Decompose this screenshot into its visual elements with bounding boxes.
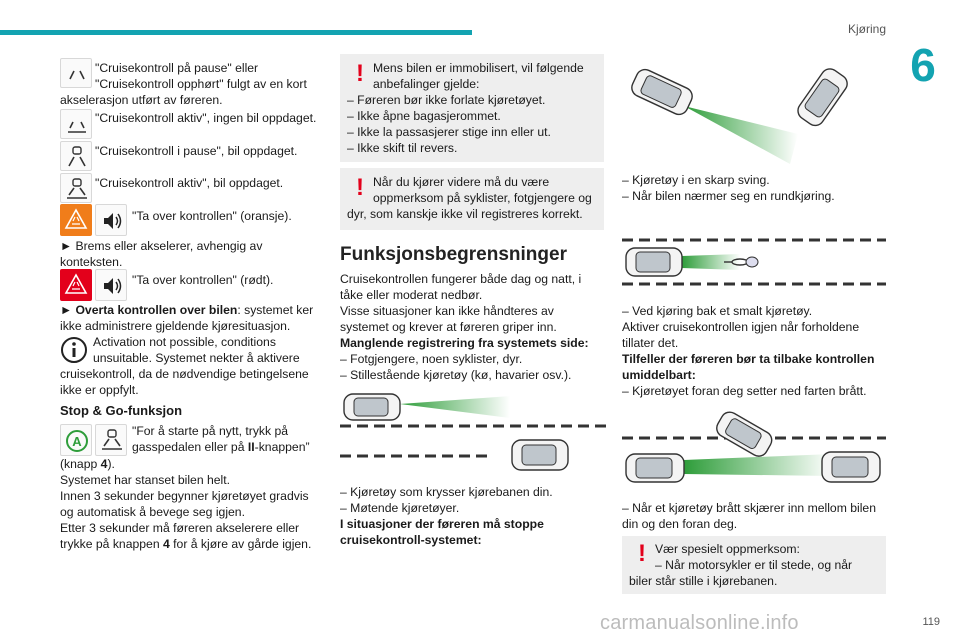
item4-text: "Cruisekontroll aktiv", bil oppdaget. xyxy=(95,176,284,190)
brake-text-a: ► Brems eller akselerer, avhengig av xyxy=(60,239,263,253)
item2-text: "Cruisekontroll aktiv", ingen bil oppdaget. xyxy=(95,111,317,125)
last-a: trykke på knappen xyxy=(60,537,163,551)
bold-heading: umiddelbart: xyxy=(622,368,696,382)
stopgo-text-c xyxy=(60,456,115,472)
chapter-number: 6 xyxy=(910,39,936,91)
override-text-a xyxy=(60,302,313,318)
brake-text-b: konteksten. xyxy=(60,255,123,269)
list-item: – Stillestående kjøretøy (kø, havarier osv.). xyxy=(340,368,572,382)
section-heading: Funksjonsbegrensninger xyxy=(340,244,567,265)
note2-b: oppmerksom på syklister, fotgjengere og xyxy=(373,191,592,205)
item6-text: "Ta over kontrollen" (rødt). xyxy=(132,273,274,287)
stopgo-b2: II xyxy=(247,440,255,454)
narrow-vehicle-illustration xyxy=(622,228,886,294)
info-text-d: ikke er oppfylt. xyxy=(60,383,139,397)
stopgo-c2: 4 xyxy=(100,457,108,471)
note1-item: – Ikke skift til revers. xyxy=(347,141,458,155)
bold-heading-2b: cruisekontroll-systemet: xyxy=(340,533,482,547)
page-number: 119 xyxy=(922,616,940,628)
auto-hold-icon xyxy=(60,424,92,456)
warning-icon: ! xyxy=(356,60,364,87)
paused-vehicle-icon xyxy=(60,141,92,171)
active-no-vehicle-icon xyxy=(60,109,92,139)
item1-text-b: "Cruisekontroll opphørt" fulgt av en kort xyxy=(95,77,307,91)
last-c: for å kjøre av gårde igjen. xyxy=(169,537,312,551)
list-item: – Kjøretøyet foran deg setter ned farten brått. xyxy=(622,384,867,398)
list-item: – Møtende kjøretøyer. xyxy=(340,501,460,515)
para-line: Visse situasjoner kan ikke håndteres av xyxy=(340,304,554,318)
override-rest: : systemet ker xyxy=(237,303,314,317)
warning-note-3 xyxy=(622,536,886,594)
stopgo-last-line xyxy=(60,536,311,552)
list-item: – Kjøretøy som krysser kjørebanen din. xyxy=(340,485,553,499)
stopgo-b1: gasspedalen eller på xyxy=(132,440,248,454)
stopgo-line: Etter 3 sekunder må føreren akselerere eller xyxy=(60,521,300,535)
list-item: din og den foran deg. xyxy=(622,517,738,531)
bold-heading-2a: I situasjoner der føreren må stoppe xyxy=(340,517,544,531)
info-text-a: Activation not possible, conditions xyxy=(93,335,276,349)
note1-b: anbefalinger gjelde: xyxy=(373,77,480,91)
note1-item: – Ikke la passasjerer stige inn eller ut. xyxy=(347,125,551,139)
paused-cruise-icon xyxy=(60,58,92,88)
para-line: tåke eller moderat nedbør. xyxy=(340,288,483,302)
stopgo-c3: ). xyxy=(107,457,115,471)
note1-item: – Ikke åpne bagasjerommet. xyxy=(347,109,501,123)
last-b: 4 xyxy=(162,537,170,551)
override-bold: ► Overta kontrollen over bilen xyxy=(60,303,238,317)
svg-text:A: A xyxy=(72,434,82,449)
bold-heading: Tilfeller der føreren bør ta tilbake kontrollen xyxy=(622,352,875,366)
warning-note-2 xyxy=(340,168,604,230)
sound-alert-icon xyxy=(95,204,127,236)
info-text-c: cruisekontroll, da de nødvendige betingelsene xyxy=(60,367,309,381)
stopgo-heading: Stop & Go-funksjon xyxy=(60,403,183,418)
warning-icon: ! xyxy=(638,540,646,567)
sound-alert-icon xyxy=(95,269,127,301)
list-item: – Ved kjøring bak et smalt kjøretøy. xyxy=(622,304,813,318)
crossing-vehicles-illustration xyxy=(340,388,606,480)
item1-text-a: "Cruisekontroll på pause" eller xyxy=(95,61,259,75)
stopgo-b3: -knappen” xyxy=(254,440,310,454)
note1-item: – Føreren bør ikke forlate kjøretøyet. xyxy=(347,93,546,107)
takeover-red-icon xyxy=(60,269,92,301)
stopgo-line: Systemet har stanset bilen helt. xyxy=(60,473,231,487)
stopgo-vehicle-icon xyxy=(95,424,127,456)
note1-a: Mens bilen er immobilisert, vil følgende xyxy=(373,61,584,75)
header-accent-bar xyxy=(0,30,472,35)
para-line: Cruisekontrollen fungerer både dag og natt, i xyxy=(340,272,582,286)
para-line: tillater det. xyxy=(622,336,679,350)
info-text-b: unsuitable. Systemet nekter å aktivere xyxy=(93,351,300,365)
list-item: – Når et kjøretøy brått skjærer inn mellom bilen xyxy=(622,501,876,515)
note2-c: dyr, som kanskje ikke vil registreres korrekt. xyxy=(347,207,583,221)
note2-a: Når du kjører videre må du være xyxy=(373,175,550,189)
bold-heading-1: Manglende registrering fra systemets side: xyxy=(340,336,589,350)
watermark: carmanualsonline.info xyxy=(600,612,799,634)
note3-b: – Når motorsykler er til stede, og når xyxy=(655,558,853,572)
override-text-b: ikke administrere gjeldende kjøresituasjon. xyxy=(60,319,291,333)
section-label: Kjøring xyxy=(847,22,886,36)
stopgo-line: Innen 3 sekunder begynner kjøretøyet gradvis xyxy=(60,489,309,503)
item1-text-c: akselerasjon utført av føreren. xyxy=(60,93,223,107)
cut-in-illustration xyxy=(622,404,886,490)
stopgo-line: og automatisk å bevege seg igjen. xyxy=(60,505,245,519)
note3-a: Vær spesielt oppmerksom: xyxy=(655,542,800,556)
item5-text: "Ta over kontrollen" (oransje). xyxy=(132,209,292,223)
warning-icon: ! xyxy=(356,174,364,201)
info-icon xyxy=(60,336,88,364)
warning-note-1 xyxy=(340,54,604,162)
stopgo-c1: (knapp xyxy=(60,457,101,471)
active-vehicle-icon xyxy=(60,173,92,203)
para-line: systemet og krever at føreren griper inn. xyxy=(340,320,557,334)
note3-c: biler står stille i kjørebanen. xyxy=(629,574,778,588)
item3-text: "Cruisekontroll i pause", bil oppdaget. xyxy=(95,144,298,158)
stopgo-text-b xyxy=(132,439,310,455)
list-item: – Kjøretøy i en skarp sving. xyxy=(622,173,770,187)
list-item: – Fotgjengere, noen syklister, dyr. xyxy=(340,352,523,366)
stopgo-text-a: "For å starte på nytt, trykk på xyxy=(132,424,289,438)
sharp-curve-illustration xyxy=(622,54,886,166)
takeover-orange-icon xyxy=(60,204,92,236)
list-item: – Når bilen nærmer seg en rundkjøring. xyxy=(622,189,835,203)
para-line: Aktiver cruisekontrollen igjen når forholdene xyxy=(622,320,860,334)
